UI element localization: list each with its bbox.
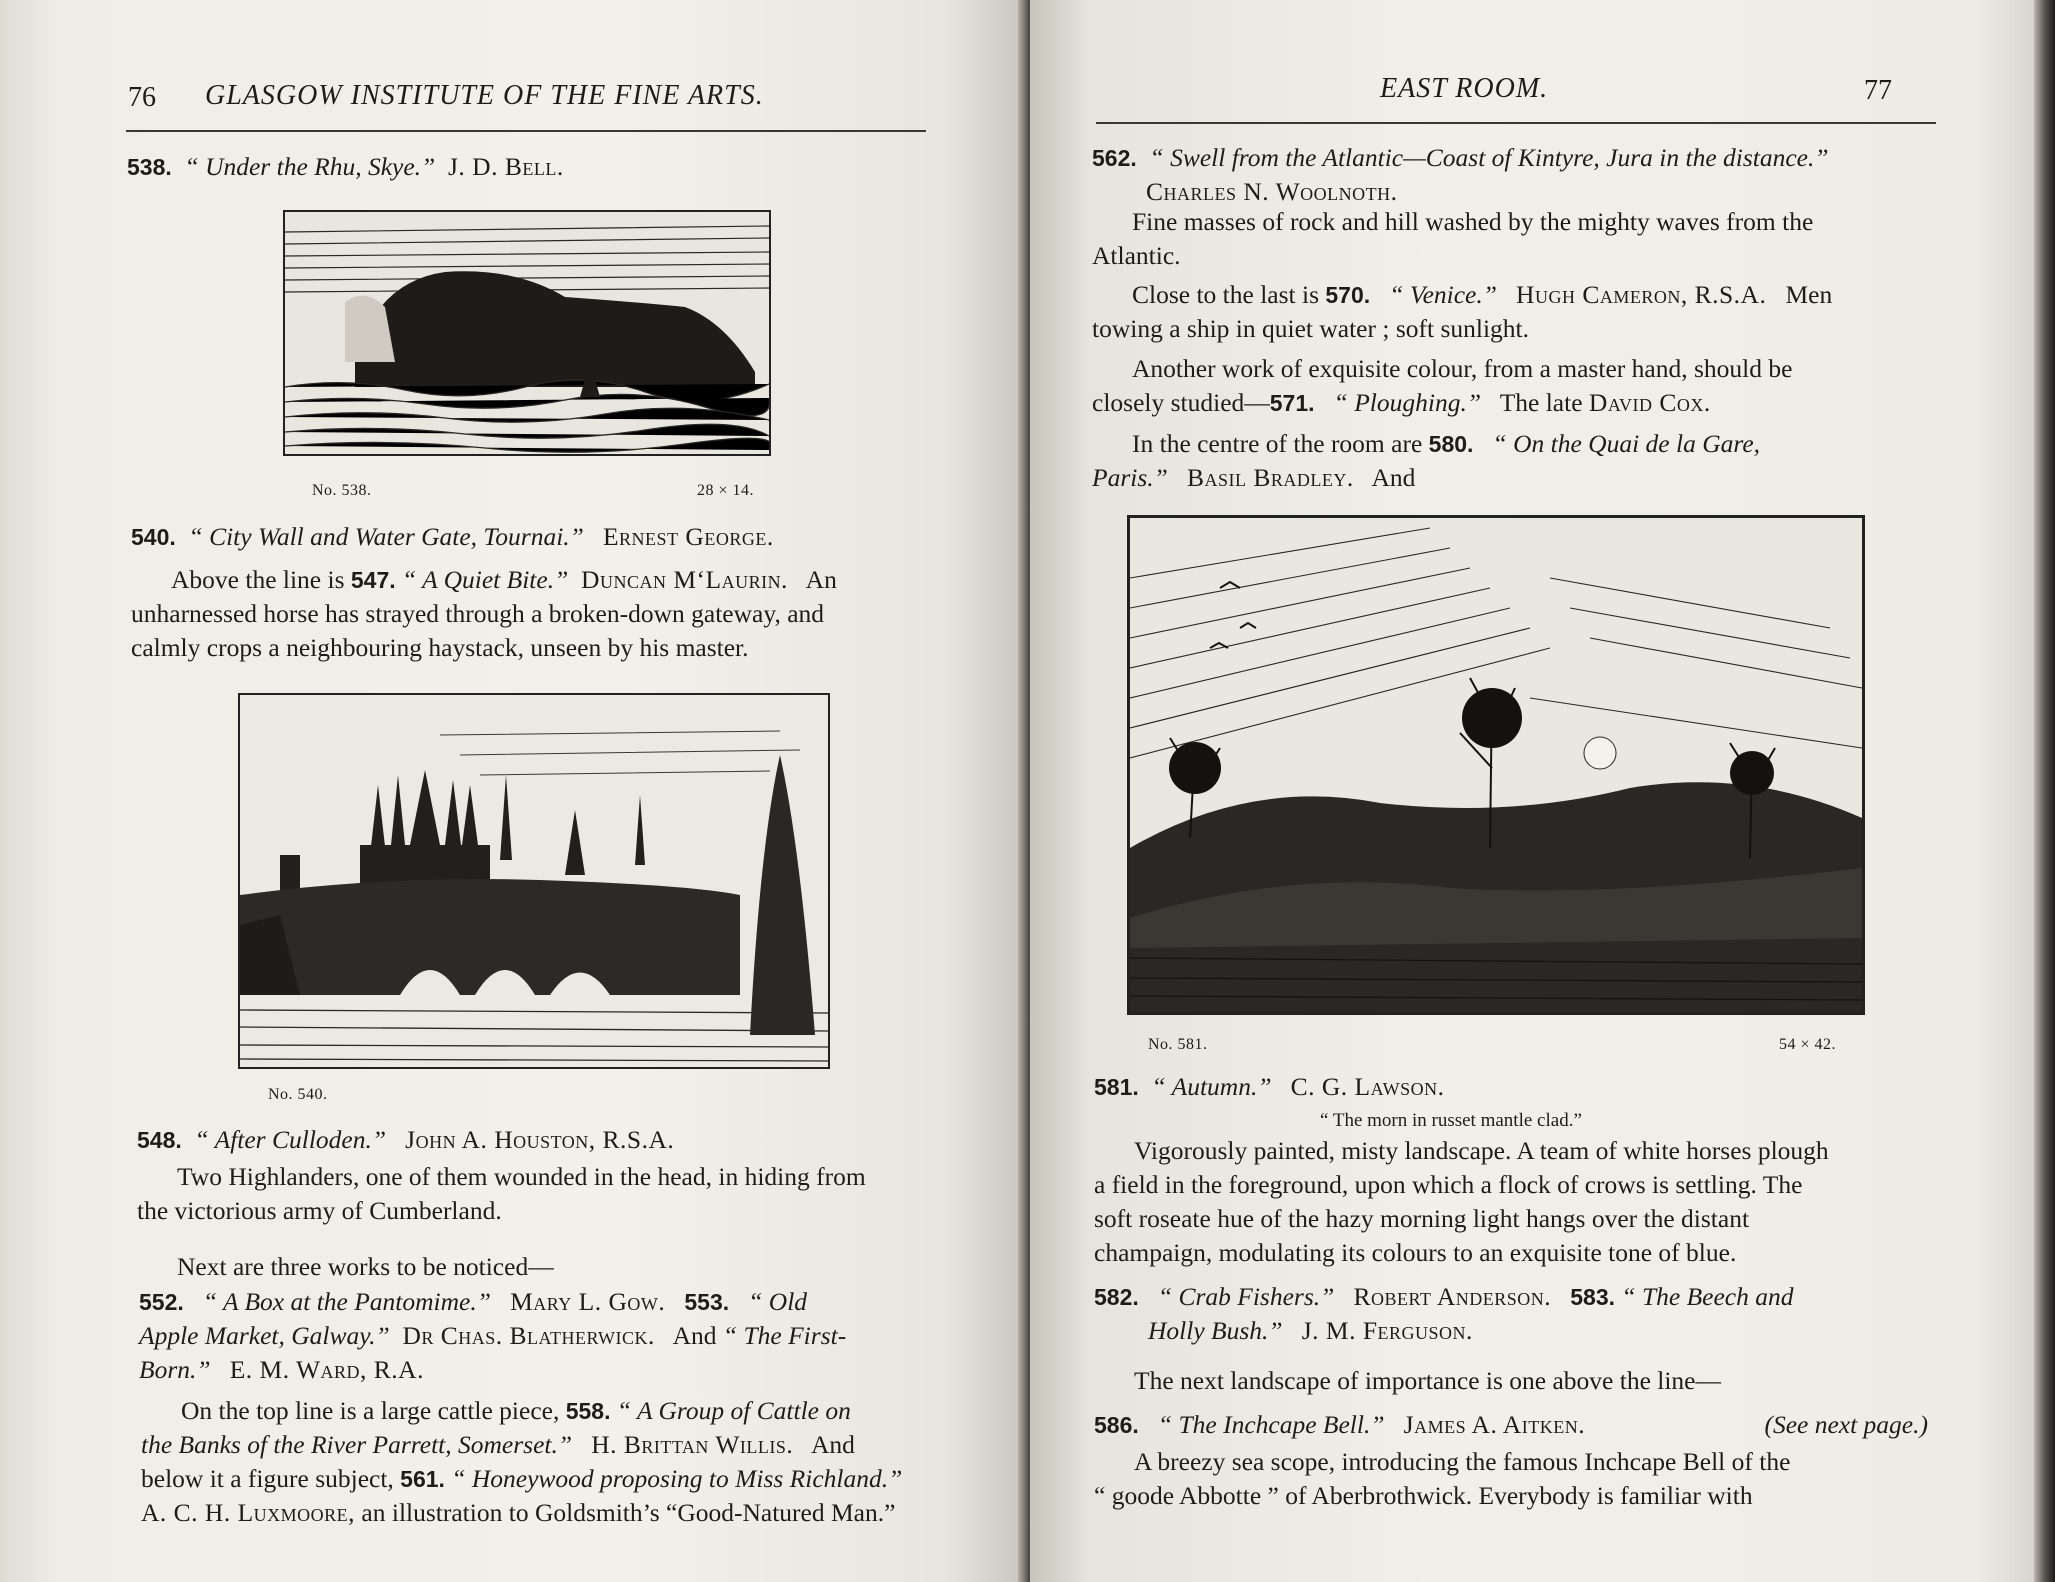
paragraph-552 — [139, 1285, 939, 1387]
text-line: Another work of exquisite colour, from a master hand, should be — [1132, 354, 1793, 383]
catalogue-number: 562. — [1092, 145, 1137, 171]
engraving-538 — [283, 210, 771, 456]
artwork-title: “ A Box at the Pantomime.” — [202, 1287, 491, 1316]
text: an illustration to Goldsmith’s “Good-Natured Man.” — [361, 1498, 896, 1527]
catalogue-number: 570. — [1325, 282, 1371, 308]
artwork-title: “ A Quiet Bite.” — [402, 565, 569, 594]
artwork-title: Holly Bush.” — [1148, 1316, 1283, 1345]
artist-name: Basil Bradley. — [1186, 463, 1354, 492]
artwork-title: “ Old — [748, 1287, 808, 1316]
artist-name: Ernest George. — [602, 522, 774, 551]
engraving-540 — [238, 693, 830, 1069]
catalogue-number: 586. — [1094, 1412, 1139, 1438]
text: On the top line is a large cattle piece, — [181, 1396, 566, 1425]
artist-name: E. M. Ward, R.A. — [229, 1355, 424, 1384]
artwork-title: Paris.” — [1092, 463, 1168, 492]
header-rule — [126, 130, 926, 132]
artwork-title: the Banks of the River Parrett, Somerset.” — [141, 1430, 573, 1459]
header-rule — [1096, 122, 1936, 124]
catalogue-number: 580. — [1428, 431, 1474, 457]
text: An — [805, 565, 837, 594]
artist-name: Robert Anderson. — [1353, 1282, 1552, 1311]
running-head: GLASGOW INSTITUTE OF THE FINE ARTS. — [205, 80, 764, 111]
text: below it a figure subject, — [141, 1464, 401, 1493]
paragraph-547 — [131, 563, 931, 665]
page-number: 76 — [128, 82, 156, 113]
catalogue-number: 583. — [1570, 1284, 1616, 1310]
artwork-title: “ The Beech and — [1621, 1282, 1794, 1311]
artist-name: John A. Houston, R.S.A. — [405, 1125, 675, 1154]
artist-name: Hugh Cameron, R.S.A. — [1516, 280, 1767, 309]
artwork-title: “ A Group of Cattle on — [616, 1396, 851, 1425]
artwork-title: “ On the Quai de la Gare, — [1492, 429, 1761, 458]
artist-name: H. Brittan Willis. — [591, 1430, 794, 1459]
artwork-title: “ Honeywood proposing to Miss Richland.” — [451, 1464, 903, 1493]
artist-name: James A. Aitken. — [1403, 1410, 1586, 1439]
catalogue-number: 547. — [350, 567, 396, 593]
left-page — [0, 0, 1024, 1582]
paragraph-highlanders — [137, 1160, 937, 1228]
text-line: calmly crops a neighbouring haystack, unseen by his master. — [131, 633, 749, 662]
figure-caption-size: 28 × 14. — [697, 482, 755, 499]
catalogue-number: 582. — [1094, 1284, 1139, 1310]
text-line: Two Highlanders, one of them wounded in the head, in hiding from — [177, 1162, 866, 1191]
entry-562 — [1092, 141, 1932, 209]
artist-name: Duncan M‘Laurin. — [581, 565, 788, 594]
text-line: Atlantic. — [1092, 241, 1181, 270]
catalogue-number: 548. — [137, 1127, 182, 1153]
paragraph-fine-masses — [1092, 205, 1926, 273]
text: And — [1371, 463, 1416, 492]
entry-586 — [1094, 1408, 1928, 1442]
catalogue-number: 553. — [684, 1289, 730, 1315]
text-line: A breezy sea scope, introducing the famous Inchcape Bell of the — [1134, 1447, 1791, 1476]
see-next-page-note: (See next page.) — [1764, 1410, 1928, 1439]
figure-caption-size: 54 × 42. — [1779, 1036, 1837, 1053]
artwork-title: “ Venice.” — [1389, 280, 1497, 309]
book-edge — [2034, 0, 2055, 1582]
artist-name: J. D. Bell. — [447, 152, 564, 181]
paragraph-558 — [141, 1394, 941, 1530]
artist-name: Dr Chas. Blatherwick. — [402, 1321, 655, 1350]
text-line: towing a ship in quiet water ; soft sunlight. — [1092, 314, 1529, 343]
artwork-title: “ Ploughing.” — [1333, 388, 1482, 417]
artist-name: A. C. H. Luxmoore, — [141, 1498, 356, 1527]
figure-caption-number: No. 538. — [312, 482, 372, 499]
artwork-title: “ Swell from the Atlantic—Coast of Kintyre, Jura in the distance.” — [1149, 143, 1829, 172]
artwork-title: “ After Culloden.” — [194, 1125, 387, 1154]
artist-name: Mary L. Gow. — [510, 1287, 666, 1316]
text-line: “ goode Abbotte ” of Aberbrothwick. Everybody is familiar with — [1094, 1481, 1753, 1510]
catalogue-number: 538. — [127, 154, 172, 180]
artwork-title: “ City Wall and Water Gate, Tournai.” — [188, 522, 584, 551]
paragraph-breezy — [1094, 1445, 1928, 1513]
entry-540 — [131, 520, 931, 554]
right-page — [1030, 0, 2034, 1582]
text-line: Vigorously painted, misty landscape. A team of white horses plough — [1134, 1136, 1829, 1165]
text-line: unharnessed horse has strayed through a broken-down gateway, and — [131, 599, 825, 628]
figure-caption-number: No. 540. — [268, 1086, 328, 1103]
artwork-title: “ Crab Fishers.” — [1157, 1282, 1335, 1311]
running-head: EAST ROOM. — [1380, 73, 1549, 104]
text: The late — [1499, 388, 1583, 417]
artwork-title: “ The First- — [722, 1321, 847, 1350]
catalogue-number: 561. — [400, 1466, 445, 1492]
catalogue-number: 571. — [1269, 390, 1315, 416]
artist-name: C. G. Lawson. — [1290, 1072, 1445, 1101]
paragraph-vigorous — [1094, 1134, 1928, 1270]
text-line: The next landscape of importance is one above the line— — [1134, 1366, 1721, 1395]
text-line: champaign, modulating its colours to an exquisite tone of blue. — [1094, 1238, 1737, 1267]
figure-caption-number: No. 581. — [1148, 1036, 1208, 1053]
artist-name: J. M. Ferguson. — [1301, 1316, 1473, 1345]
paragraph-570 — [1092, 278, 1926, 346]
text: And — [672, 1321, 717, 1350]
text-line: Next are three works to be noticed— — [177, 1252, 554, 1281]
artwork-title: “ Under the Rhu, Skye.” — [184, 152, 436, 181]
text-line: Fine masses of rock and hill washed by the mighty waves from the — [1132, 207, 1814, 236]
paragraph-580 — [1092, 427, 1926, 495]
catalogue-number: 552. — [139, 1289, 184, 1315]
text: In the centre of the room are — [1132, 429, 1429, 458]
paragraph-next-works — [177, 1250, 937, 1284]
engraving-581 — [1127, 515, 1865, 1015]
artist-name: Charles N. Woolnoth. — [1146, 177, 1398, 206]
text-line: the victorious army of Cumberland. — [137, 1196, 502, 1225]
artwork-title: Born.” — [139, 1355, 211, 1384]
entry-582 — [1094, 1280, 1928, 1348]
text-line: soft roseate hue of the hazy morning light hangs over the distant — [1094, 1204, 1750, 1233]
artwork-title: “ Autumn.” — [1151, 1072, 1272, 1101]
page-number: 77 — [1864, 75, 1892, 106]
entry-548 — [137, 1123, 937, 1157]
catalogue-number: 540. — [131, 524, 176, 550]
catalogue-number: 558. — [565, 1398, 611, 1424]
paragraph-next-landscape — [1134, 1364, 1928, 1398]
text: Men — [1785, 280, 1833, 309]
catalogue-number: 581. — [1094, 1074, 1139, 1100]
text: Above the line is — [171, 565, 351, 594]
artist-name: David Cox. — [1588, 388, 1711, 417]
text: closely studied— — [1092, 388, 1270, 417]
entry-538 — [127, 150, 927, 184]
artwork-title: Apple Market, Galway.” — [139, 1321, 390, 1350]
entry-581 — [1094, 1070, 1928, 1104]
paragraph-571 — [1092, 352, 1926, 420]
quotation: “ The morn in russet mantle clad.” — [1320, 1110, 1582, 1131]
text-line: a field in the foreground, upon which a flock of crows is settling. The — [1094, 1170, 1803, 1199]
text: And — [810, 1430, 855, 1459]
text: Close to the last is — [1132, 280, 1326, 309]
artwork-title: “ The Inchcape Bell.” — [1157, 1410, 1385, 1439]
